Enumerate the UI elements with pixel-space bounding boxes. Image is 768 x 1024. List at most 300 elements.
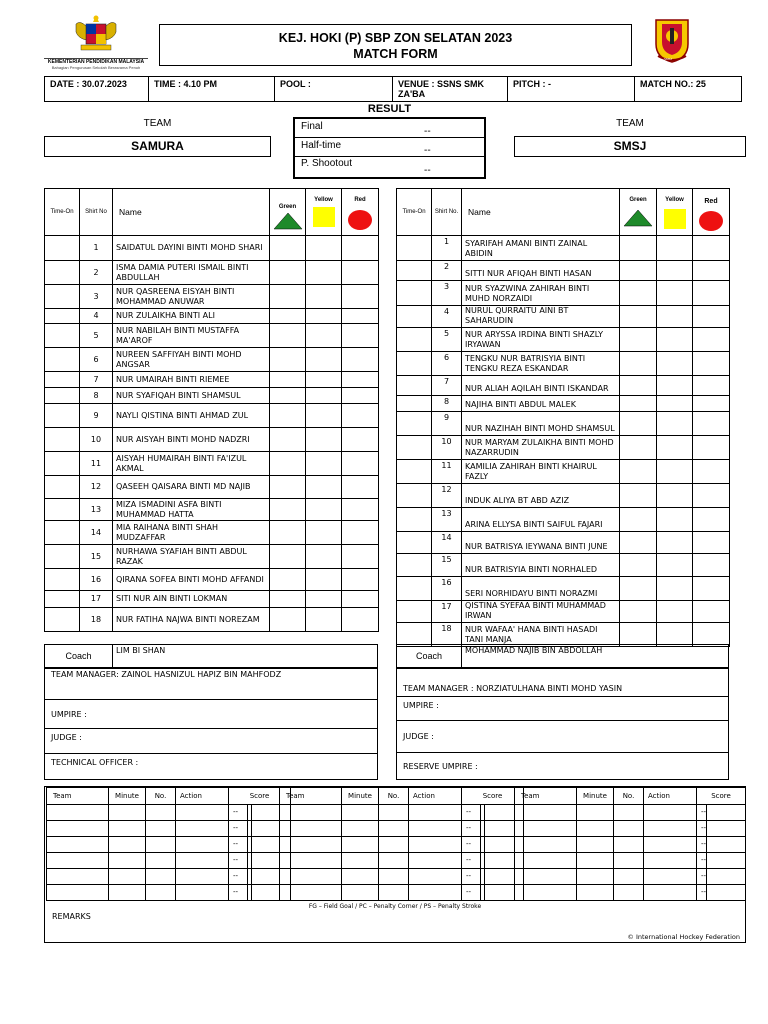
score-row — [47, 869, 291, 885]
red-card-cell — [342, 428, 379, 452]
player-row — [397, 601, 730, 623]
player-name-cell: MIZA ISMADINI ASFA BINTI MUHAMMAD HATTA — [113, 499, 270, 521]
yellow-card-cell — [306, 569, 342, 591]
time-on-cell — [45, 545, 80, 569]
score-dash: -- — [701, 824, 707, 832]
header-yellow-card — [657, 189, 693, 236]
number-cell — [379, 837, 409, 853]
green-card-cell — [620, 508, 657, 532]
yellow-card-cell — [306, 476, 342, 499]
player-row — [397, 508, 730, 532]
shirt-number-cell: 7 — [432, 376, 462, 396]
green-label: Green — [278, 204, 297, 210]
score-dash: -- — [466, 888, 472, 896]
time-on-cell — [45, 236, 80, 261]
red-card-cell — [342, 236, 379, 261]
minute-cell — [109, 837, 146, 853]
score-split-line — [251, 805, 252, 820]
number-cell — [614, 853, 644, 869]
shirt-number-cell: 2 — [80, 261, 113, 285]
score-header-score: Score — [229, 788, 291, 805]
green-card-cell — [620, 376, 657, 396]
player-row — [397, 460, 730, 484]
ministry-logo — [44, 14, 148, 70]
shirt-number-cell: 18 — [80, 608, 113, 632]
green-card-cell — [270, 545, 306, 569]
score-row — [515, 805, 746, 821]
number-cell — [379, 821, 409, 837]
yellow-card-cell — [657, 412, 693, 436]
score-header-minute: Minute — [577, 788, 614, 805]
number-cell — [146, 869, 176, 885]
score-split-line — [480, 885, 481, 900]
header-yellow-card — [306, 189, 342, 236]
score-dash: -- — [701, 840, 707, 848]
score-split-line — [247, 869, 248, 884]
time-on-cell — [45, 521, 80, 545]
player-row — [397, 554, 730, 577]
player-name-cell: MIA RAIHANA BINTI SHAH MUDZAFFAR — [113, 521, 270, 545]
player-name-cell: NUR UMAIRAH BINTI RIEMEE — [113, 372, 270, 388]
result-halftime-label: Half-time — [301, 140, 342, 151]
action-cell — [176, 837, 229, 853]
time-on-cell — [45, 388, 80, 404]
yellow-card-cell — [306, 324, 342, 348]
player-row — [45, 261, 379, 285]
green-card-cell — [620, 577, 657, 601]
team-name-left: SAMURA — [44, 136, 271, 157]
red-card-cell — [342, 608, 379, 632]
player-name-cell: NUR FATIHA NAJWA BINTI NOREZAM — [113, 608, 270, 632]
team-manager-right: TEAM MANAGER : NORZIATULHANA BINTI MOHD YASIN — [397, 669, 729, 697]
shirt-number-cell: 6 — [80, 348, 113, 372]
score-header-score: Score — [462, 788, 524, 805]
minute-cell — [577, 869, 614, 885]
shirt-number-cell: 7 — [80, 372, 113, 388]
score-row — [47, 821, 291, 837]
red-card-cell — [342, 388, 379, 404]
score-split-line — [480, 853, 481, 868]
action-cell — [644, 821, 697, 837]
red-card-cell — [693, 306, 730, 328]
result-shootout-row — [295, 157, 484, 177]
green-card-cell — [270, 569, 306, 591]
title-line-1: KEJ. HOKI (P) SBP ZON SELATAN 2023 — [278, 31, 513, 45]
time-on-cell — [397, 261, 432, 281]
yellow-card-cell — [306, 348, 342, 372]
shirt-number-cell: 10 — [432, 436, 462, 460]
action-cell — [644, 805, 697, 821]
score-dash: -- — [701, 808, 707, 816]
coach-right-label: Coach — [397, 645, 462, 668]
header-time-on: Time-On — [397, 189, 432, 236]
green-card-cell — [620, 261, 657, 281]
yellow-card-cell — [657, 328, 693, 352]
action-cell — [176, 869, 229, 885]
score-dash: -- — [701, 872, 707, 880]
red-card-cell — [693, 623, 730, 647]
red-card-cell — [693, 436, 730, 460]
shirt-number-cell: 17 — [80, 591, 113, 608]
score-row — [280, 821, 524, 837]
score-split-line — [251, 821, 252, 836]
score-dash: -- — [233, 824, 239, 832]
player-row — [45, 521, 379, 545]
red-card-cell — [693, 577, 730, 601]
time-on-cell — [397, 306, 432, 328]
score-split-line — [484, 885, 485, 900]
time-on-cell — [397, 352, 432, 376]
yellow-card-cell — [657, 261, 693, 281]
yellow-card-cell — [306, 521, 342, 545]
coach-right-row — [396, 644, 729, 668]
shirt-number-cell: 12 — [432, 484, 462, 508]
green-card-cell — [620, 396, 657, 412]
shirt-number-cell: 16 — [432, 577, 462, 601]
green-card-cell — [620, 306, 657, 328]
time-on-cell — [45, 476, 80, 499]
yellow-card-cell — [306, 236, 342, 261]
match-pool: POOL : — [275, 77, 393, 102]
number-cell — [146, 805, 176, 821]
player-row — [45, 476, 379, 499]
score-dash: -- — [466, 872, 472, 880]
minute-cell — [577, 853, 614, 869]
match-time: TIME : 4.10 PM — [149, 77, 275, 102]
green-card-cell — [270, 372, 306, 388]
action-cell — [176, 805, 229, 821]
score-header-row — [515, 788, 746, 805]
time-on-cell — [45, 404, 80, 428]
red-card-cell — [693, 484, 730, 508]
score-dash: -- — [233, 872, 239, 880]
score-split-line — [484, 869, 485, 884]
score-row — [515, 821, 746, 837]
header-name: Name — [113, 189, 270, 236]
player-row — [45, 388, 379, 404]
yellow-card-cell — [657, 352, 693, 376]
header-name: Name — [462, 189, 620, 236]
player-row — [397, 412, 730, 436]
green-card-cell — [270, 521, 306, 545]
green-card-cell — [270, 476, 306, 499]
green-card-cell — [620, 623, 657, 647]
team-cell — [47, 821, 109, 837]
yellow-card-cell — [657, 484, 693, 508]
action-cell — [409, 837, 462, 853]
red-card-cell — [693, 460, 730, 484]
green-card-cell — [620, 236, 657, 261]
player-name-cell: NURHAWA SYAFIAH BINTI ABDUL RAZAK — [113, 545, 270, 569]
score-cell — [697, 853, 746, 869]
action-cell — [176, 885, 229, 901]
shirt-number-cell: 1 — [80, 236, 113, 261]
player-name-cell: NAYLI QISTINA BINTI AHMAD ZUL — [113, 404, 270, 428]
score-split-line — [247, 821, 248, 836]
roster-left — [44, 188, 379, 632]
action-cell — [409, 869, 462, 885]
score-split-line — [480, 837, 481, 852]
score-dash: -- — [701, 856, 707, 864]
time-on-cell — [45, 324, 80, 348]
time-on-cell — [45, 428, 80, 452]
action-cell — [409, 885, 462, 901]
yellow-card-cell — [657, 376, 693, 396]
technical-officer-left: TECHNICAL OFFICER : — [45, 754, 378, 780]
red-card-cell — [342, 261, 379, 285]
player-row — [397, 261, 730, 281]
green-card-cell — [270, 428, 306, 452]
green-card-cell — [620, 554, 657, 577]
red-card-cell — [693, 532, 730, 554]
score-cell — [697, 869, 746, 885]
player-name-cell: SYARIFAH AMANI BINTI ZAINAL ABIDIN — [462, 236, 620, 261]
player-row — [397, 376, 730, 396]
player-row — [45, 428, 379, 452]
time-on-cell — [45, 309, 80, 324]
player-name-cell: NUREEN SAFFIYAH BINTI MOHD ANGSAR — [113, 348, 270, 372]
score-split-line — [484, 853, 485, 868]
team-label-right: TEAM — [616, 118, 644, 129]
player-row — [45, 608, 379, 632]
player-name-cell: NUR ZULAIKHA BINTI ALI — [113, 309, 270, 324]
score-split-line — [706, 821, 707, 836]
yellow-label: Yellow — [314, 197, 333, 203]
team-cell — [47, 805, 109, 821]
red-card-cell — [342, 521, 379, 545]
score-header-row — [280, 788, 524, 805]
shirt-number-cell: 9 — [432, 412, 462, 436]
minute-cell — [342, 869, 379, 885]
shirt-number-cell: 14 — [80, 521, 113, 545]
player-name-cell: NUR MARYAM ZULAIKHA BINTI MOHD NAZARRUDIN — [462, 436, 620, 460]
player-name-cell: NUR SYAZWINA ZAHIRAH BINTI MUHD NORZAIDI — [462, 281, 620, 306]
result-halftime-value: -- — [424, 145, 431, 156]
number-cell — [614, 805, 644, 821]
player-name-cell: NUR ALIAH AQILAH BINTI ISKANDAR — [462, 376, 620, 396]
score-split-line — [706, 885, 707, 900]
green-card-triangle-icon — [623, 209, 653, 227]
time-on-cell — [45, 499, 80, 521]
school-crest-text: SMSJ — [664, 57, 673, 61]
minute-cell — [109, 821, 146, 837]
minute-cell — [342, 805, 379, 821]
red-card-cell — [693, 396, 730, 412]
green-card-cell — [620, 460, 657, 484]
team-cell — [47, 837, 109, 853]
score-row — [47, 837, 291, 853]
shirt-number-cell: 1 — [432, 236, 462, 261]
result-shootout-label: P. Shootout — [301, 158, 352, 169]
score-header-row — [47, 788, 291, 805]
green-card-triangle-icon — [273, 212, 303, 230]
yellow-card-cell — [657, 508, 693, 532]
team-cell — [47, 869, 109, 885]
player-row — [45, 324, 379, 348]
yellow-card-cell — [657, 532, 693, 554]
shirt-number-cell: 3 — [80, 285, 113, 309]
score-dash: -- — [466, 840, 472, 848]
red-card-cell — [342, 569, 379, 591]
minute-cell — [342, 821, 379, 837]
shirt-number-cell: 10 — [80, 428, 113, 452]
red-card-cell — [342, 476, 379, 499]
yellow-card-cell — [306, 309, 342, 324]
officials-right — [396, 668, 729, 780]
red-card-cell — [342, 452, 379, 476]
time-on-cell — [397, 460, 432, 484]
action-cell — [409, 805, 462, 821]
time-on-cell — [397, 484, 432, 508]
score-header-action: Action — [176, 788, 229, 805]
score-header-minute: Minute — [109, 788, 146, 805]
red-card-cell — [342, 591, 379, 608]
action-cell — [644, 837, 697, 853]
shirt-number-cell: 16 — [80, 569, 113, 591]
match-info-row — [44, 76, 742, 102]
minute-cell — [577, 885, 614, 901]
action-cell — [176, 853, 229, 869]
green-card-cell — [270, 285, 306, 309]
score-dash: -- — [233, 840, 239, 848]
yellow-card-cell — [657, 601, 693, 623]
player-row — [397, 577, 730, 601]
time-on-cell — [397, 554, 432, 577]
score-dash: -- — [466, 856, 472, 864]
score-split-line — [484, 805, 485, 820]
player-name-cell: NUR NAZIHAH BINTI MOHD SHAMSUL — [462, 412, 620, 436]
shirt-number-cell: 2 — [432, 261, 462, 281]
number-cell — [379, 853, 409, 869]
action-cell — [644, 885, 697, 901]
green-card-cell — [270, 499, 306, 521]
team-cell — [280, 821, 342, 837]
number-cell — [379, 805, 409, 821]
score-row — [280, 837, 524, 853]
score-split-line — [480, 821, 481, 836]
score-row — [47, 853, 291, 869]
result-final-value: -- — [424, 126, 431, 137]
shirt-number-cell: 4 — [80, 309, 113, 324]
roster-right — [396, 188, 730, 647]
team-cell — [280, 869, 342, 885]
team-cell — [515, 885, 577, 901]
player-row — [45, 545, 379, 569]
green-card-cell — [620, 352, 657, 376]
green-card-cell — [270, 236, 306, 261]
judge-right: JUDGE : — [397, 721, 729, 753]
score-split-line — [251, 837, 252, 852]
coach-left-row — [44, 644, 378, 668]
red-card-circle-icon — [698, 210, 724, 232]
player-row — [45, 372, 379, 388]
minute-cell — [577, 821, 614, 837]
green-card-cell — [270, 348, 306, 372]
player-row — [397, 623, 730, 647]
coach-right-name: MOHAMMAD NAJIB BIN ABDOLLAH — [462, 645, 729, 668]
score-header-no: No. — [146, 788, 176, 805]
score-grid — [46, 787, 291, 901]
time-on-cell — [45, 569, 80, 591]
green-card-cell — [270, 261, 306, 285]
remarks-label: REMARKS — [52, 912, 91, 921]
coach-left-label: Coach — [45, 645, 113, 668]
time-on-cell — [397, 328, 432, 352]
number-cell — [379, 885, 409, 901]
minute-cell — [109, 885, 146, 901]
score-split-line — [706, 805, 707, 820]
yellow-card-cell — [657, 460, 693, 484]
score-row — [280, 853, 524, 869]
player-row — [397, 484, 730, 508]
result-title: RESULT — [367, 103, 412, 115]
number-cell — [146, 821, 176, 837]
yellow-card-cell — [657, 577, 693, 601]
team-label-left: TEAM — [143, 118, 172, 129]
action-cell — [409, 853, 462, 869]
score-dash: -- — [233, 808, 239, 816]
team-cell — [47, 885, 109, 901]
red-card-cell — [693, 376, 730, 396]
green-label: Green — [629, 197, 647, 203]
green-card-cell — [270, 404, 306, 428]
time-on-cell — [45, 372, 80, 388]
yellow-label: Yellow — [665, 197, 684, 203]
minute-cell — [342, 885, 379, 901]
red-card-cell — [693, 508, 730, 532]
title-line-2: MATCH FORM — [353, 47, 438, 61]
green-card-cell — [270, 591, 306, 608]
player-row — [45, 591, 379, 608]
red-card-cell — [342, 545, 379, 569]
umpire-right: UMPIRE : — [397, 697, 729, 721]
team-cell — [515, 821, 577, 837]
shirt-number-cell: 3 — [432, 281, 462, 306]
player-name-cell: SITI NUR AIN BINTI LOKMAN — [113, 591, 270, 608]
red-card-cell — [342, 285, 379, 309]
score-row — [280, 869, 524, 885]
score-row — [515, 853, 746, 869]
yellow-card-cell — [657, 396, 693, 412]
yellow-card-cell — [657, 623, 693, 647]
reserve-umpire-right: RESERVE UMPIRE : — [397, 753, 729, 780]
player-name-cell: AISYAH HUMAIRAH BINTI FA'IZUL AKMAL — [113, 452, 270, 476]
judge-left: JUDGE : — [45, 729, 378, 754]
team-cell — [280, 853, 342, 869]
score-split-line — [706, 853, 707, 868]
team-name-right: SMSJ — [514, 136, 746, 157]
score-header-team: Team — [515, 788, 577, 805]
team-cell — [280, 885, 342, 901]
shirt-number-cell: 8 — [80, 388, 113, 404]
score-header-team: Team — [47, 788, 109, 805]
result-final-label: Final — [301, 121, 323, 132]
red-card-cell — [693, 601, 730, 623]
shirt-number-cell: 8 — [432, 396, 462, 412]
action-cell — [644, 869, 697, 885]
time-on-cell — [45, 591, 80, 608]
player-name-cell: QISTINA SYEFAA BINTI MUHAMMAD IRWAN — [462, 601, 620, 623]
umpire-left: UMPIRE : — [45, 700, 378, 729]
player-row — [397, 281, 730, 306]
player-name-cell: NURUL QURRAITU AINI BT SAHARUDIN — [462, 306, 620, 328]
yellow-card-cell — [306, 452, 342, 476]
score-dash: -- — [233, 888, 239, 896]
player-name-cell: NUR BATRISYA IEYWANA BINTI JUNE — [462, 532, 620, 554]
score-dash: -- — [233, 856, 239, 864]
yellow-card-square-icon — [313, 207, 335, 227]
score-split-line — [706, 837, 707, 852]
